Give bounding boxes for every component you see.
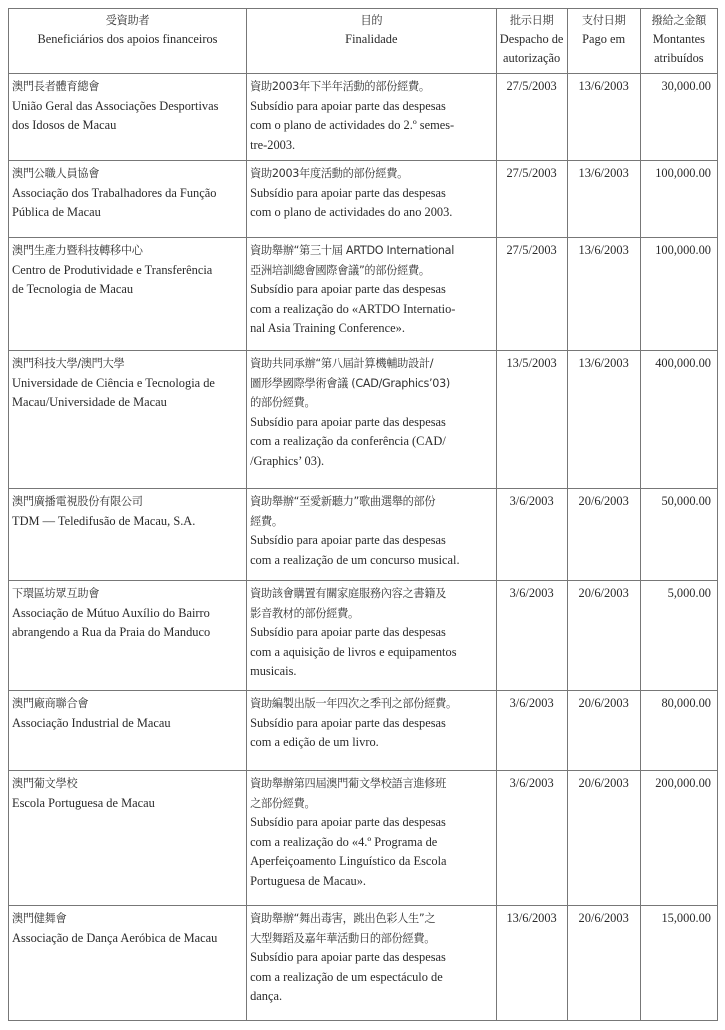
table-row bbox=[9, 691, 718, 771]
text-line: 資助2003年度活動的部份經費。 bbox=[250, 167, 408, 180]
text-line: Subsídio para apoiar parte das despesas bbox=[250, 414, 446, 429]
text-line: Associação de Dança Aeróbica de Macau bbox=[12, 930, 218, 945]
beneficiary-cell bbox=[9, 691, 247, 771]
purpose-cell bbox=[247, 161, 497, 238]
paid-date-cell: 13/6/2003 bbox=[567, 351, 640, 489]
amount-cell: 80,000.00 bbox=[640, 691, 717, 771]
purpose-cell bbox=[247, 74, 497, 161]
text-line: 澳門葡文學校 bbox=[12, 777, 78, 790]
amount-cell: 100,000.00 bbox=[640, 238, 717, 351]
purpose-cell bbox=[247, 771, 497, 906]
text-line: Subsídio para apoiar parte das despesas bbox=[250, 533, 446, 547]
text-line: 資助該會購置有關家庭服務內容之書籍及 bbox=[250, 587, 447, 600]
beneficiary-cell bbox=[9, 581, 247, 691]
text-line: 圖形學國際學術會議 (CAD/Graphics’03) bbox=[250, 376, 450, 390]
text-line: Subsídio para apoiar parte das despesas bbox=[250, 185, 446, 200]
text-line: Finalidade bbox=[345, 32, 398, 46]
purpose-cell bbox=[247, 581, 497, 691]
header-row bbox=[9, 9, 718, 74]
table-row bbox=[9, 771, 718, 906]
amount-cell: 15,000.00 bbox=[640, 906, 717, 1021]
text-line: Portuguesa de Macau». bbox=[250, 873, 367, 888]
text-line: Subsídio para apoiar parte das despesas bbox=[250, 282, 446, 296]
amount-cell: 200,000.00 bbox=[640, 771, 717, 906]
header-purpose bbox=[247, 9, 497, 74]
text-line: 影音教材的部份經費。 bbox=[250, 606, 359, 620]
table-row bbox=[9, 351, 718, 489]
text-line: 批示日期 bbox=[509, 14, 554, 27]
text-line: dança. bbox=[250, 989, 283, 1003]
purpose-cell bbox=[247, 489, 497, 581]
authorization-date-cell: 27/5/2003 bbox=[496, 238, 567, 351]
text-line: com a realização de um concurso musical. bbox=[250, 552, 460, 567]
text-line: 的部份經費。 bbox=[250, 396, 316, 409]
text-line: Subsídio para apoiar parte das despesas bbox=[250, 98, 446, 113]
text-line: 資助舉辦“第三十屆 ARTDO International bbox=[250, 244, 455, 257]
text-line: nal Asia Training Conference». bbox=[250, 321, 405, 335]
table-row bbox=[9, 74, 718, 161]
text-line: Despacho de bbox=[499, 32, 564, 46]
beneficiary-cell bbox=[9, 74, 247, 161]
text-line: Universidade de Ciência e Tecnologia de bbox=[12, 375, 215, 390]
text-line: com o plano de actividades do 2.º semes- bbox=[250, 118, 455, 132]
amount-cell: 100,000.00 bbox=[640, 161, 717, 238]
beneficiary-cell bbox=[9, 771, 247, 906]
text-line: com a aquisição de livros e equipamentos bbox=[250, 644, 457, 659]
beneficiary-cell bbox=[9, 238, 247, 351]
text-line: 資助舉辦“至愛新聽力”歌曲選舉的部份 bbox=[250, 495, 436, 508]
paid-date-cell: 20/6/2003 bbox=[567, 581, 640, 691]
paid-date-cell: 20/6/2003 bbox=[567, 691, 640, 771]
text-line: com o plano de actividades do ano 2003. bbox=[250, 205, 453, 219]
beneficiary-cell bbox=[9, 906, 247, 1021]
header-authorization bbox=[496, 9, 567, 74]
text-line: 澳門健舞會 bbox=[12, 912, 67, 925]
paid-date-cell: 13/6/2003 bbox=[567, 161, 640, 238]
authorization-date-cell: 27/5/2003 bbox=[496, 161, 567, 238]
table-row bbox=[9, 581, 718, 691]
beneficiary-cell bbox=[9, 489, 247, 581]
text-line: Subsídio para apoiar parte das despesas bbox=[250, 815, 446, 829]
text-line: 資助編製出版一年四次之季刊之部份經費。 bbox=[250, 697, 457, 710]
purpose-cell bbox=[247, 351, 497, 489]
text-line: 支付日期 bbox=[581, 14, 626, 27]
text-line: com a edição de um livro. bbox=[250, 735, 379, 749]
purpose-cell bbox=[247, 691, 497, 771]
text-line: com a realização da conferência (CAD/ bbox=[250, 434, 446, 448]
amount-cell: 30,000.00 bbox=[640, 74, 717, 161]
text-line: 資助2003年下半年活動的部份經費。 bbox=[250, 80, 430, 93]
text-line: 受資助者 bbox=[105, 14, 150, 27]
table-row bbox=[9, 161, 718, 238]
text-line: Pago em bbox=[582, 32, 626, 46]
text-line: 資助舉辦“舞出毒害，跳出色彩人生”之 bbox=[250, 912, 436, 925]
purpose-cell bbox=[247, 906, 497, 1021]
text-line: Aperfeiçoamento Linguístico da Escola bbox=[250, 854, 447, 868]
text-line: 澳門公職人員協會 bbox=[12, 167, 100, 180]
text-line: Beneficiários dos apoios financeiros bbox=[37, 32, 218, 46]
table-row bbox=[9, 238, 718, 351]
text-line: de Tecnologia de Macau bbox=[12, 282, 134, 296]
text-line: 之部份經費。 bbox=[250, 796, 316, 810]
text-line: 澳門科技大學/澳門大學 bbox=[12, 357, 125, 370]
authorization-date-cell: 13/6/2003 bbox=[496, 906, 567, 1021]
table-row bbox=[9, 906, 718, 1021]
authorization-date-cell: 3/6/2003 bbox=[496, 489, 567, 581]
authorization-date-cell: 3/6/2003 bbox=[496, 691, 567, 771]
paid-date-cell: 13/6/2003 bbox=[567, 238, 640, 351]
text-line: 資助舉辦第四屆澳門葡文學校語言進修班 bbox=[250, 777, 447, 790]
amount-cell: 5,000.00 bbox=[640, 581, 717, 691]
text-line: Subsídio para apoiar parte das despesas bbox=[250, 950, 446, 964]
text-line: musicais. bbox=[250, 664, 297, 678]
text-line: 澳門生產力暨科技轉移中心 bbox=[12, 244, 143, 257]
text-line: 亞洲培訓總會國際會議”的部份經費。 bbox=[250, 263, 430, 277]
paid-date-cell: 20/6/2003 bbox=[567, 771, 640, 906]
text-line: Montantes bbox=[652, 32, 705, 46]
subsidies-table bbox=[8, 8, 718, 1021]
text-line: 撥給之金額 bbox=[651, 14, 707, 27]
text-line: 澳門廠商聯合會 bbox=[12, 697, 89, 710]
text-line: Escola Portuguesa de Macau bbox=[12, 795, 155, 810]
text-line: 目的 bbox=[360, 14, 383, 27]
text-line: Associação Industrial de Macau bbox=[12, 715, 171, 730]
text-line: Associação dos Trabalhadores da Função bbox=[12, 185, 217, 200]
authorization-date-cell: 13/5/2003 bbox=[496, 351, 567, 489]
text-line: 下環區坊眾互助會 bbox=[12, 587, 100, 600]
text-line: Pública de Macau bbox=[12, 205, 101, 219]
authorization-date-cell: 3/6/2003 bbox=[496, 581, 567, 691]
text-line: Centro de Produtividade e Transferência bbox=[12, 262, 213, 277]
amount-cell: 400,000.00 bbox=[640, 351, 717, 489]
text-line: /Graphics’ 03). bbox=[250, 453, 325, 468]
text-line: 大型舞蹈及嘉年華活動日的部份經費。 bbox=[250, 931, 436, 945]
beneficiary-cell bbox=[9, 351, 247, 489]
text-line: abrangendo a Rua da Praia do Manduco bbox=[12, 625, 211, 639]
text-line: 澳門廣播電視股份有限公司 bbox=[12, 495, 143, 508]
text-line: com a realização de um espectáculo de bbox=[250, 969, 443, 984]
text-line: Subsídio para apoiar parte das despesas bbox=[250, 625, 446, 639]
text-line: tre-2003. bbox=[250, 137, 296, 152]
text-line: autorização bbox=[503, 51, 561, 65]
text-line: Associação de Mútuo Auxílio do Bairro bbox=[12, 605, 210, 620]
header-paid bbox=[567, 9, 640, 74]
table-row bbox=[9, 489, 718, 581]
purpose-cell bbox=[247, 238, 497, 351]
text-line: com a realização do «ARTDO Internatio- bbox=[250, 301, 456, 316]
header-beneficiary bbox=[9, 9, 247, 74]
text-line: TDM — Teledifusão de Macau, S.A. bbox=[12, 513, 196, 528]
text-line: 經費。 bbox=[250, 514, 283, 528]
text-line: União Geral das Associações Desportivas bbox=[12, 98, 219, 113]
header-amount bbox=[640, 9, 717, 74]
amount-cell: 50,000.00 bbox=[640, 489, 717, 581]
authorization-date-cell: 3/6/2003 bbox=[496, 771, 567, 906]
text-line: 澳門長者體育總會 bbox=[12, 80, 100, 93]
paid-date-cell: 13/6/2003 bbox=[567, 74, 640, 161]
beneficiary-cell bbox=[9, 161, 247, 238]
authorization-date-cell: 27/5/2003 bbox=[496, 74, 567, 161]
paid-date-cell: 20/6/2003 bbox=[567, 489, 640, 581]
paid-date-cell: 20/6/2003 bbox=[567, 906, 640, 1021]
text-line: 資助共同承辦“第八屆計算機輔助設計/ bbox=[250, 357, 434, 370]
text-line: atribuídos bbox=[654, 51, 704, 65]
text-line: dos Idosos de Macau bbox=[12, 118, 117, 132]
text-line: com a realização do «4.º Programa de bbox=[250, 834, 438, 849]
text-line: Subsídio para apoiar parte das despesas bbox=[250, 715, 446, 730]
text-line: Macau/Universidade de Macau bbox=[12, 395, 167, 409]
